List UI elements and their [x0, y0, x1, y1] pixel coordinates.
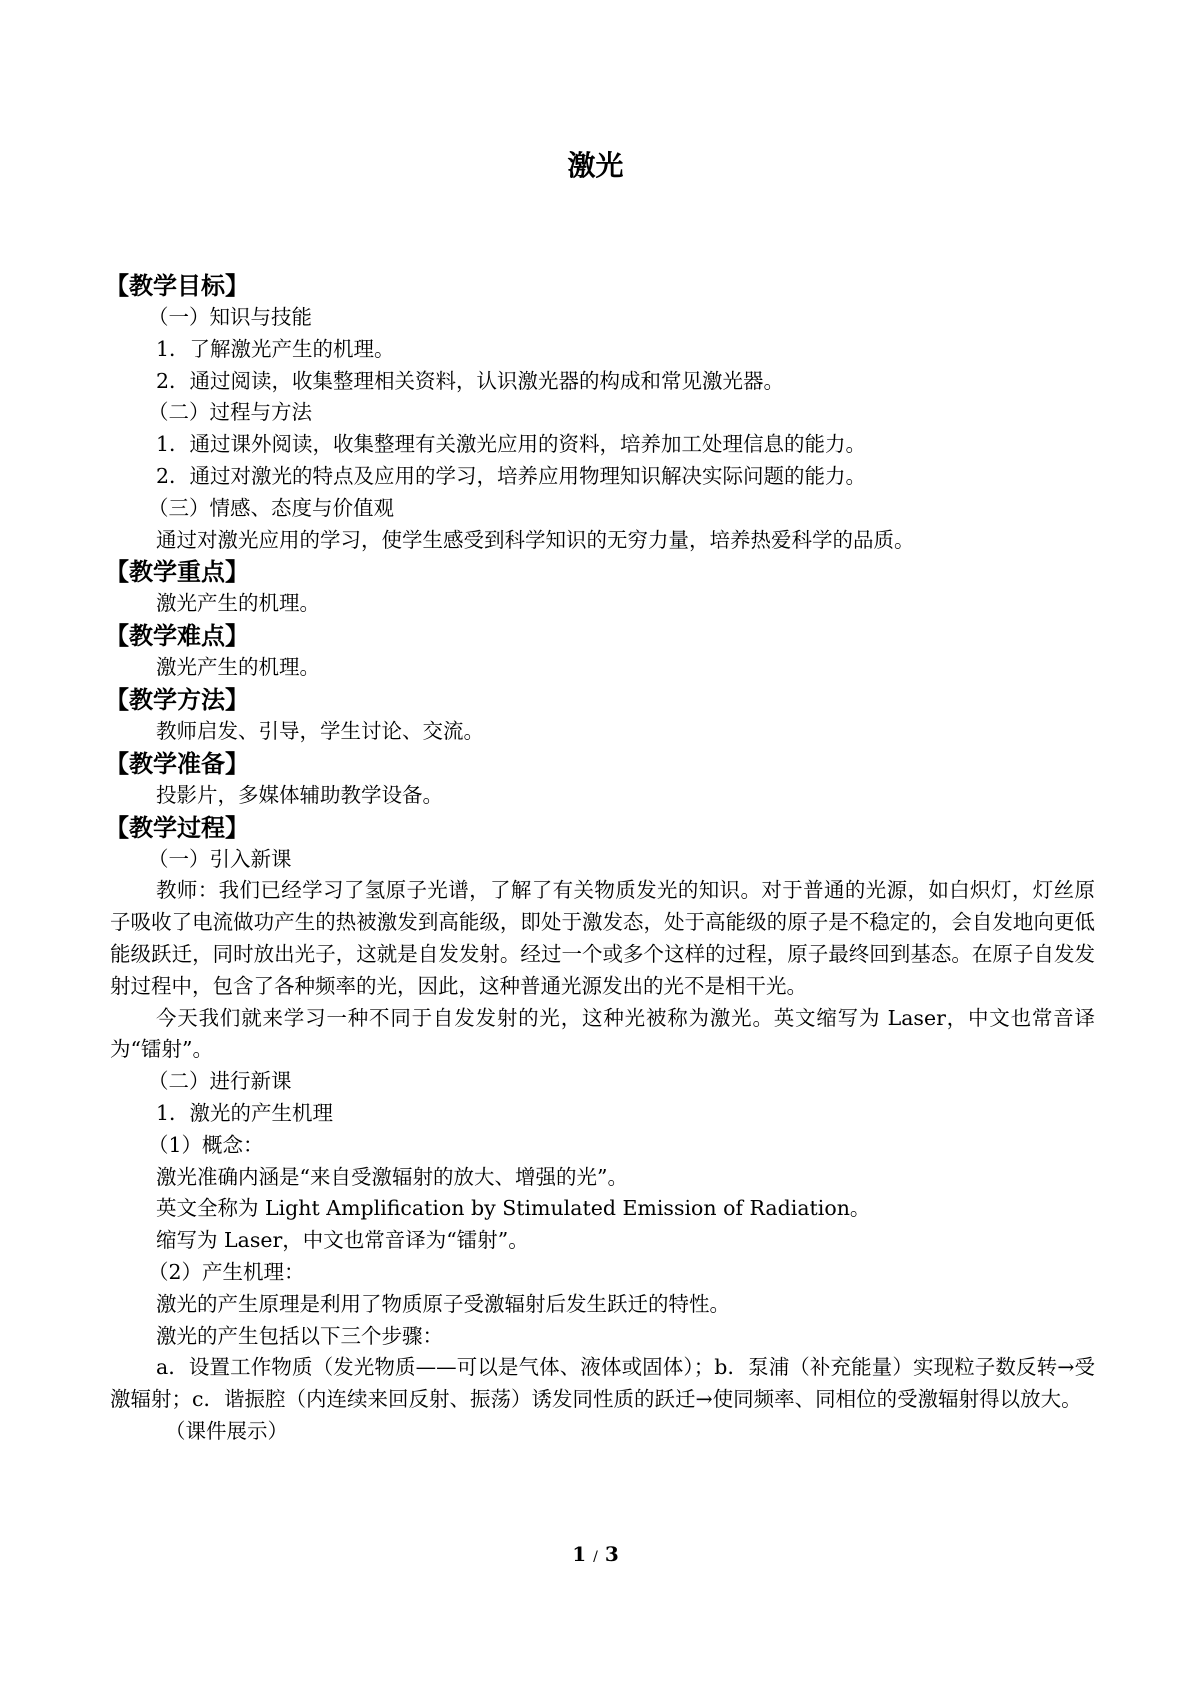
paragraph: 激光的产生原理是利用了物质原子受激辐射后发生跃迁的特性。: [156, 1291, 730, 1316]
paragraph: （2）产生机理：: [148, 1259, 305, 1284]
subheading-emotion: （三）情感、态度与价值观: [148, 495, 394, 520]
paragraph: 教师启发、引导，学生讨论、交流。: [156, 718, 484, 743]
page-current: 1: [572, 1542, 587, 1566]
section-heading-difficulty: 【教学难点】: [105, 622, 249, 651]
paragraph: 激光准确内涵是“来自受激辐射的放大、增强的光”。: [156, 1164, 628, 1189]
paragraph: 2．通过对激光的特点及应用的学习，培养应用物理知识解决实际问题的能力。: [156, 463, 867, 488]
document-body: [105, 270, 1095, 1448]
paragraph: （1）概念：: [148, 1132, 264, 1157]
paragraph: （课件展示）: [165, 1418, 288, 1443]
subheading-process: （二）过程与方法: [148, 400, 312, 425]
paragraph: 教师：我们已经学习了氢原子光谱，了解了有关物质发光的知识。对于普通的光源，如白炽灯，灯丝原子吸收了电流做功产生的热被激发到高能级，即处于激发态，处于高能级的原子是不稳定的，会自发地向更低能级跃迁，同时放出光子，这就是自发发射。经过一个或多个这样的过程，原子最终回到基态。在原子自发发射过程中，包含了各种频率的光，因此，这种普通光源发出的光不是相干光。: [110, 878, 1095, 998]
subheading-new: （二）进行新课: [148, 1069, 292, 1094]
paragraph: 激光的产生包括以下三个步骤：: [156, 1323, 443, 1348]
paragraph: 投影片，多媒体辅助教学设备。: [156, 782, 443, 807]
section-heading-process: 【教学过程】: [105, 813, 249, 842]
section-heading-prep: 【教学准备】: [105, 749, 249, 778]
page-title: 激光: [567, 149, 624, 182]
subheading-knowledge: （一）知识与技能: [148, 305, 312, 329]
section-heading-objectives: 【教学目标】: [105, 272, 249, 300]
paragraph: a．设置工作物质（发光物质——可以是气体、液体或固体）；b．泵浦（补充能量）实现粒子数反转→受激辐射；c．谐振腔（内连续来回反射、振荡）诱发同性质的跃迁→使同频率、同相位的受激辐射得以放大。: [110, 1355, 1095, 1412]
paragraph: 通过对激光应用的学习，使学生感受到科学知识的无穷力量，培养热爱科学的品质。: [156, 527, 915, 552]
page-number: [0, 1542, 1191, 1566]
section-heading-method: 【教学方法】: [105, 685, 249, 714]
subheading-intro: （一）引入新课: [148, 846, 292, 871]
paragraph: 激光产生的机理。: [156, 655, 320, 680]
paragraph: 1．了解激光产生的机理。: [156, 336, 395, 361]
paragraph: 1．通过课外阅读，收集整理有关激光应用的资料，培养加工处理信息的能力。: [156, 432, 867, 457]
section-heading-key: 【教学重点】: [105, 558, 249, 587]
paragraph: 1．激光的产生机理: [156, 1100, 334, 1125]
paragraph: 英文全称为 Light Amplification by Stimulated Emission of Radiation。: [156, 1196, 871, 1221]
paragraph: 2．通过阅读，收集整理相关资料，认识激光器的构成和常见激光器。: [156, 368, 785, 393]
page-separator: /: [593, 1549, 598, 1565]
paragraph: 激光产生的机理。: [156, 591, 320, 616]
paragraph: 今天我们就来学习一种不同于自发发射的光，这种光被称为激光。英文缩写为 Laser，中文也常音译为“镭射”。: [110, 1005, 1095, 1062]
paragraph: 缩写为 Laser，中文也常音译为“镭射”。: [156, 1228, 529, 1253]
page-total: 3: [604, 1542, 619, 1566]
